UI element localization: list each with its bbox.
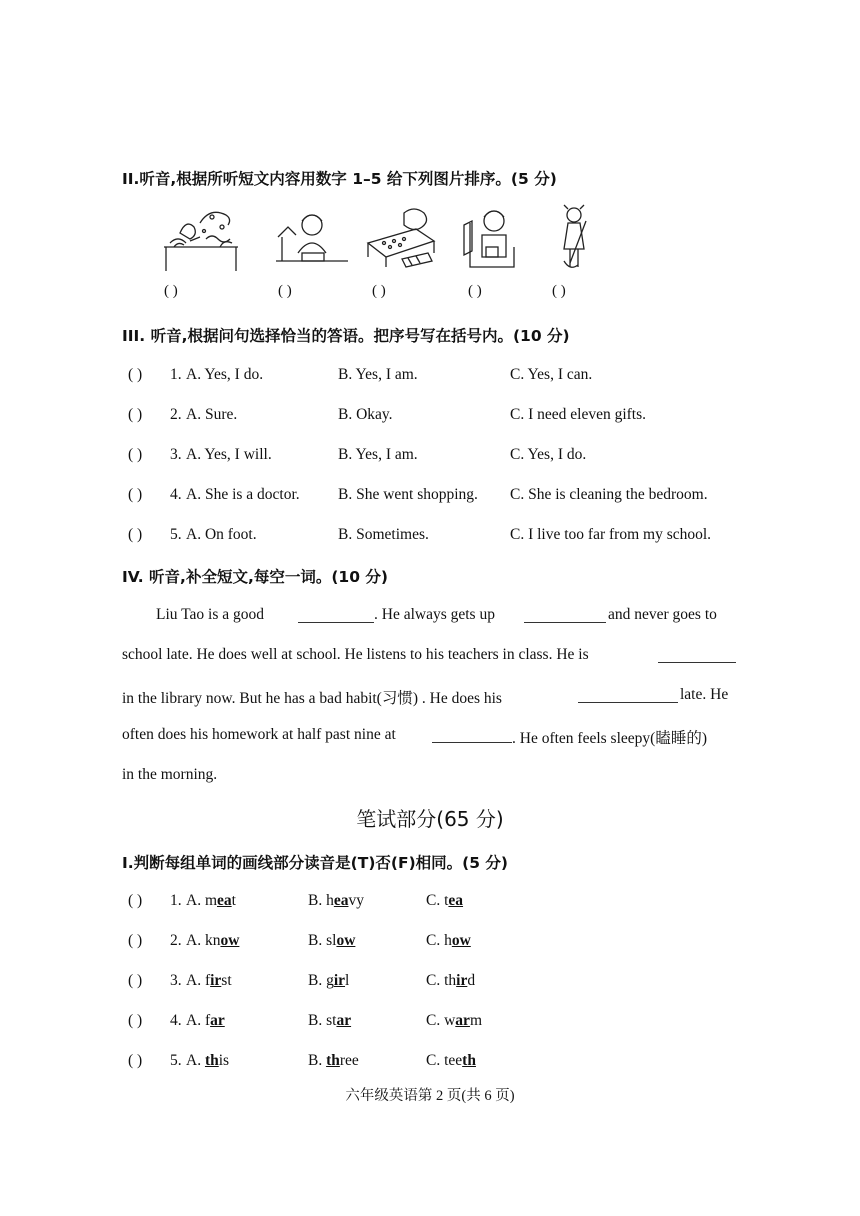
word-b: B. girl [308,972,350,989]
picture-answer-5[interactable]: ( ) [552,283,566,299]
option-a: A. She is a doctor. [186,486,300,503]
answer-paren[interactable]: ( ) [128,1012,143,1029]
answer-paren[interactable]: ( ) [128,446,143,463]
word-a: A. meat [186,892,236,909]
question-number: 2. [170,406,182,423]
word-a: A. know [186,932,240,949]
question-number: 5. [170,1052,182,1069]
answer-paren[interactable]: ( ) [128,932,143,949]
word-a: A. far [186,1012,225,1029]
answer-paren[interactable]: ( ) [128,486,143,503]
page-footer: 六年级英语第 2 页(共 6 页) [345,1088,515,1104]
option-b: B. Yes, I am. [338,366,418,383]
option-c: C. I live too far from my school. [510,526,712,543]
option-b: B. Sometimes. [338,526,429,543]
word-b: B. star [308,1012,352,1029]
picture-answer-4[interactable]: ( ) [468,283,482,299]
word-c: C. third [426,972,476,989]
option-c: C. I need eleven gifts. [510,406,647,423]
section-ii-heading: II.听音,根据所听短文内容用数字 1–5 给下列图片排序。(5 分) [122,170,557,188]
option-a: A. Yes, I will. [186,446,272,463]
answer-paren[interactable]: ( ) [128,366,143,383]
written-part-title: 笔试部分(65 分) [356,807,504,831]
option-a: A. Yes, I do. [186,366,264,383]
word-a: A. first [186,972,232,989]
word-b: B. heavy [308,892,364,909]
answer-paren[interactable]: ( ) [128,526,143,543]
question-number: 4. [170,1012,182,1029]
answer-paren[interactable]: ( ) [128,892,143,909]
word-c: C. how [426,932,471,949]
word-c: C. tea [426,892,464,909]
option-c: C. Yes, I can. [510,366,593,383]
section-iii-heading: III. 听音,根据问句选择恰当的答语。把序号写在括号内。(10 分) [122,327,570,345]
option-b: B. She went shopping. [338,486,478,503]
passage-blank-2[interactable] [524,608,606,623]
boy-reading-icon [272,203,350,273]
option-a: A. Sure. [186,406,238,423]
picture-answer-1[interactable]: ( ) [164,283,178,299]
word-a: A. this [186,1052,230,1069]
word-b: B. three [308,1052,359,1069]
question-number: 5. [170,526,182,543]
word-c: C. teeth [426,1052,476,1069]
question-number: 1. [170,892,182,909]
question-number: 3. [170,972,182,989]
question-number: 4. [170,486,182,503]
word-b: B. slow [308,932,356,949]
answer-paren[interactable]: ( ) [128,972,143,989]
option-c: C. She is cleaning the bedroom. [510,486,708,503]
passage-blank-4[interactable] [578,688,678,703]
boy-sitting-icon [462,203,522,273]
bed-icon [364,203,438,273]
option-a: A. On foot. [186,526,257,543]
answer-paren[interactable]: ( ) [128,406,143,423]
option-b: B. Yes, I am. [338,446,418,463]
answer-paren[interactable]: ( ) [128,1052,143,1069]
written-section-i-heading: I.判断每组单词的画线部分读音是(T)否(F)相同。(5 分) [122,854,509,872]
question-number: 2. [170,932,182,949]
passage-blank-5[interactable] [432,728,512,743]
passage-blank-3[interactable] [658,648,736,663]
section-iv-heading: IV. 听音,补全短文,每空一词。(10 分) [122,568,388,586]
question-number: 3. [170,446,182,463]
word-c: C. warm [426,1012,482,1029]
question-number: 1. [170,366,182,383]
option-b: B. Okay. [338,406,393,423]
picture-answer-3[interactable]: ( ) [372,283,386,299]
messy-desk-icon [160,203,242,273]
girl-sweeping-icon [556,203,596,273]
passage-blank-1[interactable] [298,608,374,623]
picture-answer-2[interactable]: ( ) [278,283,292,299]
option-c: C. Yes, I do. [510,446,587,463]
